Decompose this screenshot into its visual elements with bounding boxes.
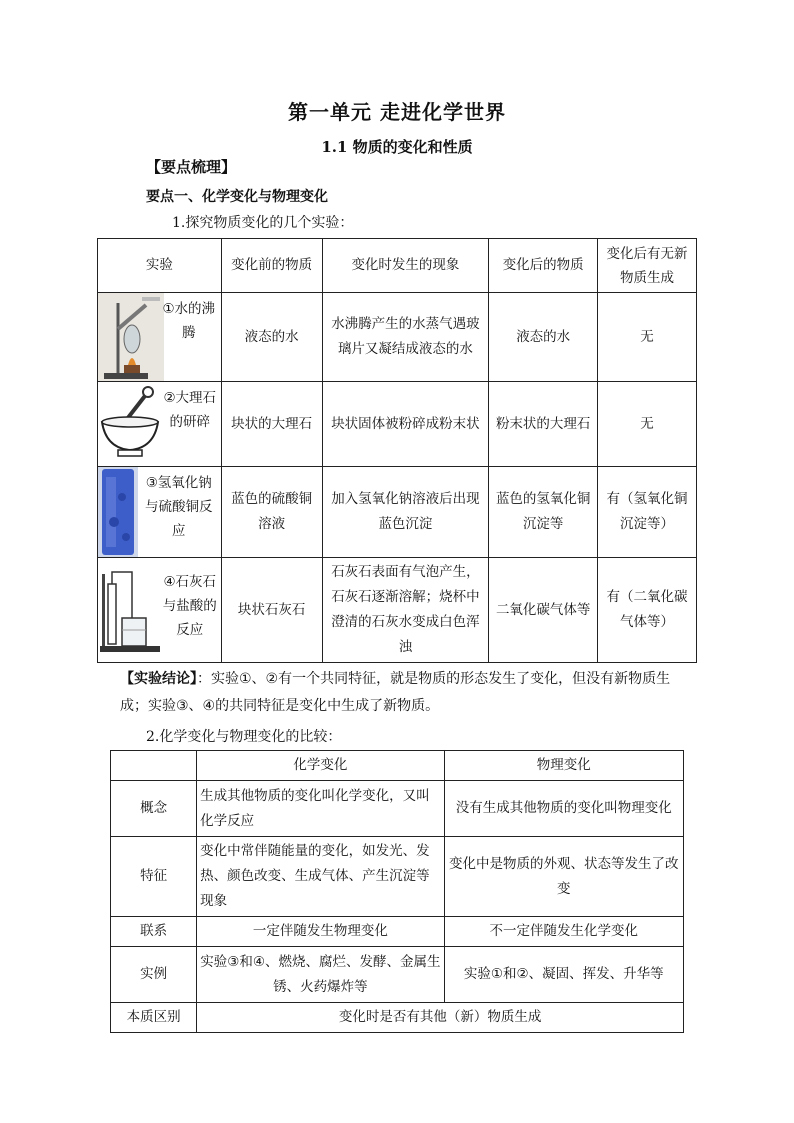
- header-cell: 变化后有无新物质生成: [598, 239, 697, 293]
- row-label: 实例: [111, 947, 197, 1003]
- row-label: 特征: [111, 837, 197, 917]
- table-row: [98, 293, 697, 382]
- table-row: [111, 947, 684, 1003]
- limestone-acid-apparatus-icon: [98, 566, 162, 654]
- physical-change-cell: 没有生成其他物质的变化叫物理变化: [444, 781, 683, 837]
- table-header-row: [111, 751, 684, 781]
- comparison-table: [110, 750, 684, 1033]
- experiment-cell: [98, 293, 222, 382]
- table-row: [98, 558, 697, 663]
- phenomenon-cell: 水沸腾产生的水蒸气遇玻璃片又凝结成液态的水: [322, 293, 489, 382]
- phenomenon-cell: 块状固体被粉碎成粉末状: [322, 382, 489, 467]
- section-heading: 【要点梳理】: [146, 158, 237, 176]
- experiments-table: [97, 238, 697, 663]
- header-cell: 化学变化: [197, 751, 444, 781]
- chemical-change-cell: 一定伴随发生物理变化: [197, 917, 444, 947]
- before-cell: 块状的大理石: [221, 382, 322, 467]
- physical-change-cell: 变化中是物质的外观、状态等发生了改变: [444, 837, 683, 917]
- row-label: 本质区别: [111, 1003, 197, 1033]
- physical-change-cell: 实验①和②、凝固、挥发、升华等: [444, 947, 683, 1003]
- experiment-cell: [98, 467, 222, 558]
- essential-difference-cell: 变化时是否有其他（新）物质生成: [197, 1003, 684, 1033]
- conclusion-text: ：实验①、②有一个共同特征，就是物质的形态发生了变化，但没有新物质生成；实验③、④的共同特征是变化中生成了新物质。: [120, 671, 671, 714]
- header-cell: 实验: [98, 239, 222, 293]
- before-cell: 蓝色的硫酸铜溶液: [221, 467, 322, 558]
- header-cell: 变化前的物质: [221, 239, 322, 293]
- header-cell: [111, 751, 197, 781]
- after-cell: 蓝色的氢氧化铜沉淀等: [489, 467, 598, 558]
- chemical-change-cell: 变化中常伴随能量的变化，如发光、发热、颜色改变、生成气体、产生沉淀等现象: [197, 837, 444, 917]
- row-label: 概念: [111, 781, 197, 837]
- phenomenon-cell: 石灰石表面有气泡产生，石灰石逐渐溶解；烧杯中澄清的石灰水变成白色浑浊: [322, 558, 489, 663]
- physical-change-cell: 不一定伴随发生化学变化: [444, 917, 683, 947]
- chemical-change-cell: 生成其他物质的变化叫化学变化，又叫化学反应: [197, 781, 444, 837]
- header-cell: 变化时发生的现象: [322, 239, 489, 293]
- row-label: 联系: [111, 917, 197, 947]
- experiment-conclusion: [120, 666, 690, 720]
- phenomenon-cell: 加入氢氧化钠溶液后出现蓝色沉淀: [322, 467, 489, 558]
- after-cell: 二氧化碳气体等: [489, 558, 598, 663]
- new-substance-cell: 无: [598, 293, 697, 382]
- experiment-label: ③氢氧化钠与硫酸铜反应: [145, 475, 213, 539]
- table-row: [111, 1003, 684, 1033]
- header-cell: 变化后的物质: [489, 239, 598, 293]
- table-row: [111, 781, 684, 837]
- experiment-cell: [98, 382, 222, 467]
- experiment-label: ④石灰石与盐酸的反应: [162, 574, 217, 638]
- after-cell: 粉末状的大理石: [489, 382, 598, 467]
- new-substance-cell: 有（氢氧化铜沉淀等）: [598, 467, 697, 558]
- boiling-water-apparatus-icon: [98, 293, 164, 381]
- test-tube-blue-precipitate-icon: [98, 467, 138, 557]
- table-row: [111, 917, 684, 947]
- table-row: [111, 837, 684, 917]
- after-cell: 液态的水: [489, 293, 598, 382]
- conclusion-label: 【实验结论】: [120, 671, 197, 687]
- experiment-cell: [98, 558, 222, 663]
- new-substance-cell: 有（二氧化碳气体等）: [598, 558, 697, 663]
- page-title: 第一单元 走进化学世界: [288, 100, 506, 124]
- intro-experiments: 1.探究物质变化的几个实验：: [172, 215, 354, 231]
- before-cell: 液态的水: [221, 293, 322, 382]
- mortar-pestle-icon: [98, 382, 162, 466]
- experiment-label: ②大理石的研碎: [163, 390, 217, 430]
- table-row: [98, 467, 697, 558]
- table-row: [98, 382, 697, 467]
- point-heading: 要点一、化学变化与物理变化: [146, 189, 328, 205]
- page-subtitle: 1.1 物质的变化和性质: [321, 138, 473, 156]
- header-cell: 物理变化: [444, 751, 683, 781]
- chemical-change-cell: 实验③和④、燃烧、腐烂、发酵、金属生锈、火药爆炸等: [197, 947, 444, 1003]
- experiment-label: ①水的沸腾: [162, 301, 216, 341]
- before-cell: 块状石灰石: [221, 558, 322, 663]
- intro-comparison: 2.化学变化与物理变化的比较：: [146, 729, 342, 745]
- new-substance-cell: 无: [598, 382, 697, 467]
- table-header-row: [98, 239, 697, 293]
